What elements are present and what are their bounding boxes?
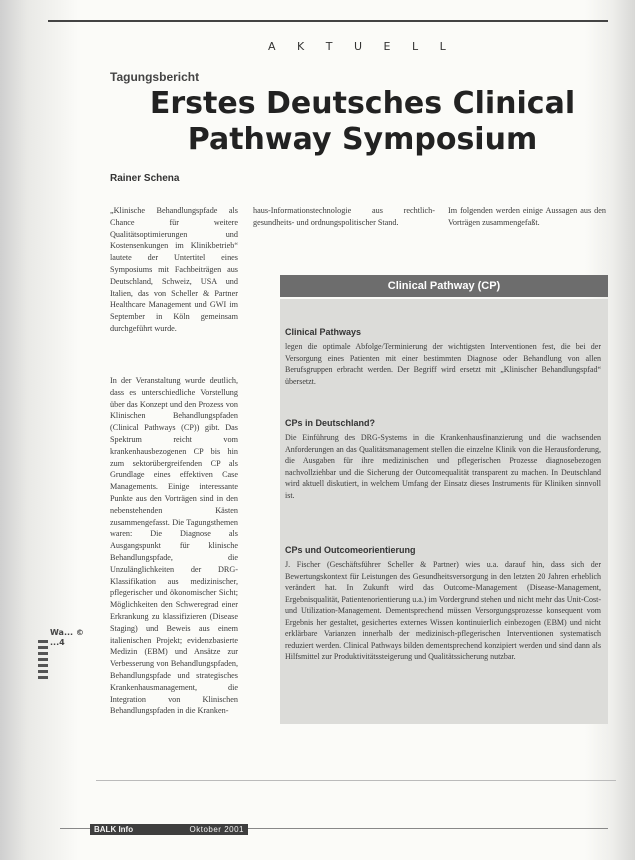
info-box-section-text: legen die optimale Abfolge/Terminierung der wichtigsten Interventionen fest, die bei der Versorgung eines Patienten mit einer bestimmten Diagnose oder Behandlung von allen Berufsgruppen erbracht werden. Der Begriff wird ersetzt mit „Klinischer Behandlungspfad“ übersetzt. [285,342,601,386]
margin-note: Wa... © ...4 [50,628,84,647]
scan-shadow-left [0,0,78,860]
section-label: A K T U E L L [268,40,455,53]
info-box-section-title: CPs und Outcomeorientierung [285,545,416,555]
author-byline: Rainer Schena [110,173,180,184]
info-box-section-title: Clinical Pathways [285,327,362,337]
page-edge-line [96,780,616,781]
info-box-section-text: Die Einführung des DRG-Systems in die Krankenhausfinanzierung und die wachsenden Anforderungen an das Qualitätsmanagement stellen die einzelne Klinik von die Herausforderung, die Ausgaben für ihre medizinischen und pflegerischen Prozesse diagnosebezogen nachvollziehbar und die Sicherung der Outcomequalität transparent zu machen. In Deutschland wird aktuell diskutiert, in welchem Umfang der Einsatz dieses Instruments für Kliniken sinnvoll ist. [285,433,601,500]
footer-issue: Oktober 2001 [189,825,244,834]
body-column-3: Im folgenden werden einige Aussagen aus den Vorträgen zusammengefaßt. [448,206,606,227]
body-paragraph: In der Veranstaltung wurde deutlich, dass es unterschiedliche Vorstellung über das Konzept und den Prozess von Klinischen Behandlungspfaden (Clinical Pathways (CP)) gibt. Das Spektrum reicht vom krankenhausbezogenen CP bis hin zum sektorübergreifenden CP als Grundlage eines effektiven Case Managements. Einige interessante Punkte aus den Vorträgen sind in den nebenstehenden Kästen zusammengefasst. Die Tagungsthemen waren: Die Diagnose als Ausgangspunkt für klinische Behandlungspfade, die Unzulänglichkeiten der DRG-Klassifikation aus medizinischer, pflegerischer und ökonomischer Sicht; Möglichkeiten den Schweregrad einer Erkrankung zu klassifizieren (Disease Staging) und Beweis aus einem italienischen Projekt; evidenzbasierte Medizin (EBM) und Ansätze zur Verbesserung von Behandlungspfaden, Behandlungspfade und strategisches Krankenhausmanagement, die Integration von Klinischen Behandlungspfaden in die Kranken- [110,376,238,716]
margin-binding-mark [38,640,48,680]
info-box-section [285,327,601,387]
body-column-2: haus-Informationstechnologie aus rechtlich-gesundheits- und ordnungspolitischer Stand. [253,206,435,227]
page-title: Erstes Deutsches Clinical Pathway Symposium [149,86,576,157]
kicker: Tagungsbericht [110,70,200,84]
top-rule [48,20,608,22]
footer-publication: BALK Info [94,825,134,834]
info-box-header: Clinical Pathway (CP) [280,275,608,297]
info-box-section [285,545,601,663]
footer-bar [90,824,248,835]
info-box-section-title: CPs in Deutschland? [285,418,376,428]
info-box-section [285,418,601,501]
info-box-section-text: J. Fischer (Geschäftsführer Scheller & Partner) wies u.a. darauf hin, dass sich der Bewertungskontext für Leistungen des Gesundheitsversorgung in den letzten 20 Jahren erheblich verändert hat. In Zukunft wird das Outcome-Management (Disease-Management, Ergebnisqualität, Patientenorientierung u.a.) im Vordergrund stehen und nicht mehr das Unit-Cost- und Utilization-Management. Dementsprechend müssen Versorgungsprozesse konsequent vom Ergebnis her gestaltet, gesichertes externes Wissen kontinuierlich einbezogen (EBM) und nicht erklärbare Varianzen innerhalb der medizinisch-pflegerischen Interventionen systematisch reduziert werden. Clinical Pathways bilden dementsprechend konzipiert werden und sind dann als Hilfsmittel zur Produktivitätssteigerung und Qualitätssicherung nutzbar. [285,560,601,661]
intro-paragraph: „Klinische Behandlungspfade als Chance für weitere Qualitätsoptimierungen und Kostensenkungen im Klinikbetrieb“ lautete der Untertitel eines Symposiums mit Fachbeiträgen aus Deutschland, Schweiz, USA und Italien, das von Scheller & Partner Healthcare Management und GWI im September in Köln gemeinsam durchgeführt wurde. [110,206,238,333]
